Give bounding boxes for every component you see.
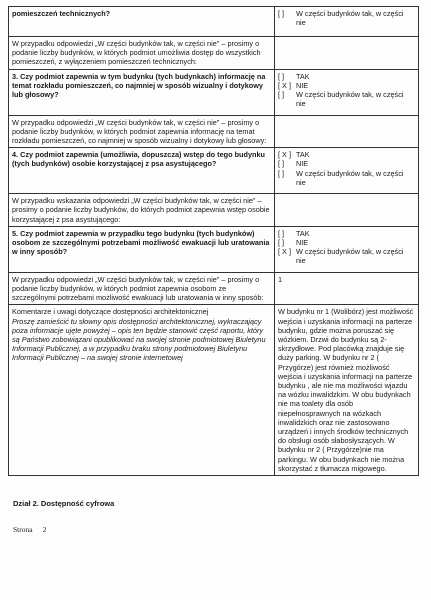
option-label: NIE [296,238,309,248]
option-checkbox: [ X ] [278,80,291,90]
option-yes[interactable] [278,72,415,81]
instruction-cell: W przypadku odpowiedzi „W części budynków tak, w części nie" – prosimy o podanie liczby budynków, w których podmiot zapewnia osobom ze szczególnymi potrzebami możliwość ewakuacji lub uratowania w inny sposób: [9,272,275,305]
option-checkbox: [ ] [278,71,285,81]
option-no[interactable] [278,159,415,168]
answer-field[interactable]: 1 [275,272,419,305]
question-cell: 3. Czy podmiot zapewnia w tym budynku (tych budynkach) informację na temat rozkładu pomieszczeń, co najmniej w sposób wizualny i dotykowy lub głosowy? [9,69,275,115]
question-cell: 4. Czy podmiot zapewnia (umożliwia, dopuszcza) wstęp do tego budynku (tych budynków) osobie korzystającej z psa asystującego? [9,148,275,194]
form-row-room-layout-info [9,69,419,115]
form-row-count-all-rooms [9,37,419,70]
option-yes[interactable] [278,229,415,238]
form-row-technical-rooms [9,7,419,37]
comments-cell [9,305,275,476]
instruction-cell: W przypadku wskazania odpowiedzi „W części budynków tak, w części nie" – prosimy o podanie liczby budynków, do których podmiot zapewnia wstęp osobie korzystającej z psa asystującego: [9,194,275,227]
answer-options-cell [275,226,419,272]
option-partial[interactable] [278,9,415,27]
option-label: W części budynków tak, w części nie [296,247,404,266]
question-cell: 5. Czy podmiot zapewnia w przypadku tego budynku (tych budynków) osobom ze szczególnymi potrzebami możliwość ewakuacji lub uratowania w inny sposób? [9,226,275,272]
option-checkbox: [ X ] [278,247,291,257]
option-checkbox: [ X ] [278,150,291,160]
answer-field[interactable] [275,115,419,148]
form-row-count-assistance-dog [9,194,419,227]
option-no[interactable] [278,81,415,90]
option-yes[interactable] [278,150,415,159]
option-partial[interactable] [278,169,415,187]
option-label: TAK [296,71,310,81]
page-number: 2 [42,525,47,534]
form-row-comments [9,305,419,476]
option-label: W części budynków tak, w części nie [296,9,404,28]
form-row-count-layout-info [9,115,419,148]
option-label: TAK [296,150,310,160]
page-footer [13,525,46,534]
option-checkbox: [ ] [278,238,285,248]
answer-options-cell [275,148,419,194]
answer-options-cell [275,69,419,115]
option-label: W części budynków tak, w części nie [296,90,404,109]
option-checkbox: [ ] [278,9,285,18]
option-checkbox: [ ] [278,159,285,169]
form-row-count-evacuation [9,272,419,305]
comments-answer-field[interactable]: W budynku nr 1 (Wolibórz) jest możliwość wejścia i uzyskania informacji na parterze budynku, gdzie można poruszać się wózkiem. Drzwi do budynku są 2-skrzydłowe. Pod placówką znajduje się duży parking. W budynku nr 2 ( Przygórze) jest również możliwość wejścia i uzyskania informacji na parterze budynku , ale nie ma możliwości wjazdu na wózku inwalidzkim. W obu budynkach nie ma toalety dla osób niepełnosprawnych na wózkach inwalidzkich oraz nie zastosowano urządzeń i innych środków technicznych do obsługi osób słabosłyszących. W budynku nr 2 ( Przygórze)nie ma parkingu. W obu budynkach nie można skorzystać z tłumacza migowego. [275,305,419,476]
option-label: NIE [296,159,309,169]
question-cell: pomieszczeń technicznych? [9,7,275,37]
option-checkbox: [ ] [278,228,285,238]
answer-options-cell [275,7,419,37]
accessibility-form-table [8,6,419,476]
comments-heading: Komentarze i uwagi dotyczące dostępności architektonicznej [12,307,209,317]
option-partial[interactable] [278,247,415,265]
option-label: TAK [296,228,310,238]
option-label: NIE [296,80,309,90]
comments-instruction: Proszę zamieścić tu słowny opis dostępności architektonicznej, wykraczający poza informacje ujęte powyżej – opis ten będzie stanowić część raportu, który są Państwo zobowiązani opublikować na swojej stronie podmiotowej Biuletynu Informacji Publicznej, a w przypadku braku strony podmiotowej Biuletynu Informacji Publicznej – na swojej stronie internetowej [12,316,266,363]
answer-field[interactable] [275,194,419,227]
form-row-evacuation [9,226,419,272]
option-no[interactable] [278,238,415,247]
instruction-cell: W przypadku odpowiedzi „W części budynków tak, w części nie" – prosimy o podanie liczby budynków, w których podmiot zapewnia informację na temat rozkładu pomieszczeń, co najmniej w sposób wizualny i dotykowy lub głosowy: [9,115,275,148]
form-row-assistance-dog [9,148,419,194]
option-label: W części budynków tak, w części nie [296,168,404,187]
page-label: Strona [13,525,33,534]
section-title: Dział 2. Dostępność cyfrowa [13,499,115,508]
option-checkbox: [ ] [278,90,285,100]
answer-field[interactable] [275,37,419,70]
option-partial[interactable] [278,90,415,108]
option-checkbox: [ ] [278,168,285,178]
instruction-cell: W przypadku odpowiedzi „W części budynków tak, w części nie" – prosimy o podanie liczby budynków, w których podmiot umożliwia dostęp do wszystkich pomieszczeń, z wyłączeniem pomieszczeń technicznych: [9,37,275,70]
